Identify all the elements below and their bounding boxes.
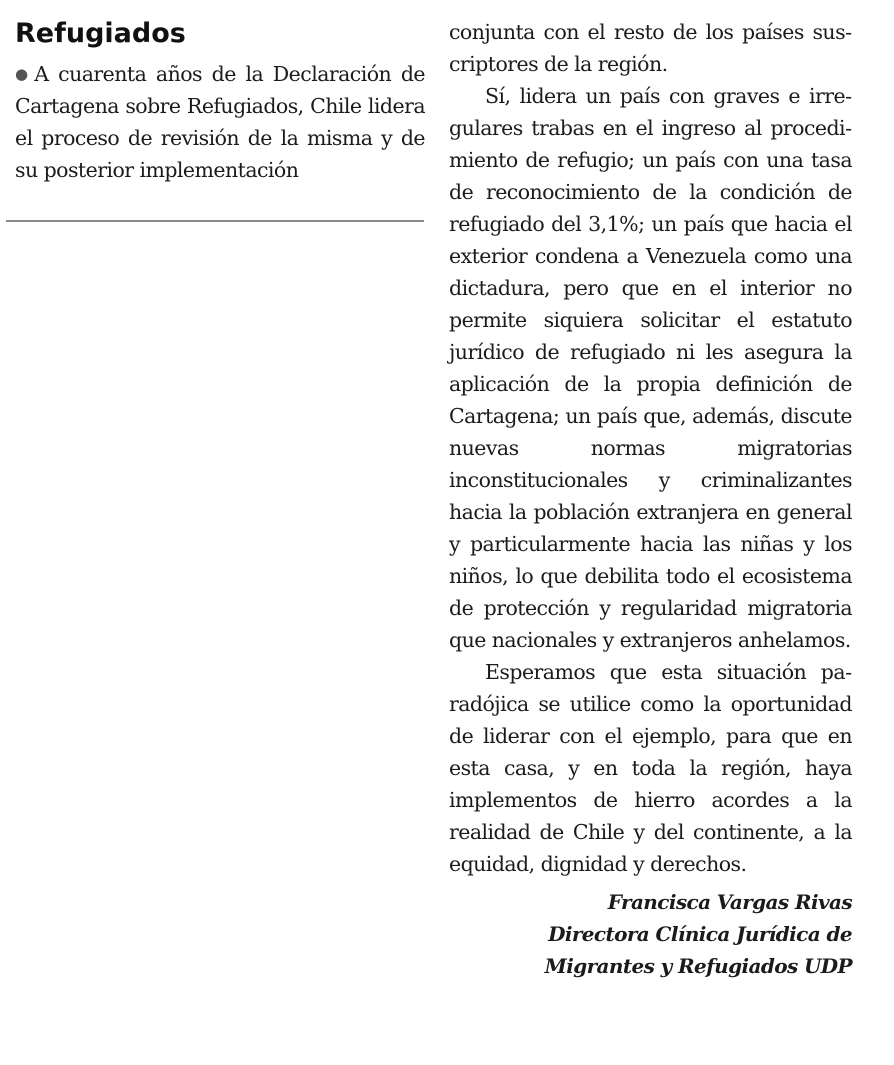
section-divider (6, 220, 424, 222)
section-heading: Refugiados (15, 18, 186, 49)
article-column (449, 16, 852, 982)
bullet-icon: ● (15, 65, 32, 83)
paragraph-1: conjunta con el resto de los países suscriptores de la región. (449, 20, 852, 76)
signature-block (449, 886, 852, 982)
signature-role-line-2: Migrantes y Refugiados UDP (544, 954, 852, 978)
signature-role-line-1: Directora Clínica Jurídica de (548, 922, 852, 946)
paragraph-2: Sí, lidera un país con graves e irregulares trabas en el ingreso al procedimiento de refugio; un país con una tasa de reconocimiento de la condición de refugiado del 3,1%; un país que hacia el exterior condena a Venezuela como una dictadura, pero que en el interior no permite siquiera solicitar el estatuto jurídico de refugiado ni les asegura la aplicación de la propia definición de Cartagena; un país que, además, discute nuevas normas migratorias inconstitucionales y criminalizantes hacia la población extranjera en general y particularmente hacia las niñas y los niños, lo que debilita todo el ecosistema de protección y regularidad migratoria que nacionales y extranjeros anhelamos. (449, 84, 852, 652)
signature-name: Francisca Vargas Rivas (607, 890, 852, 914)
lead-text: A cuarenta años de la Declaración de Cartagena sobre Refugiados, Chile lidera el proceso de revisión de la misma y de su posterior implementación (15, 62, 425, 182)
sidebar-column (6, 16, 426, 186)
paragraph-3: Esperamos que esta situación paradójica se utilice como la oportunidad de liderar con el ejemplo, para que en esta casa, y en toda la región, haya implementos de hierro acordes a la realidad de Chile y del continente, a la equidad, dignidad y derechos. (449, 660, 852, 876)
lead-paragraph (15, 58, 425, 186)
